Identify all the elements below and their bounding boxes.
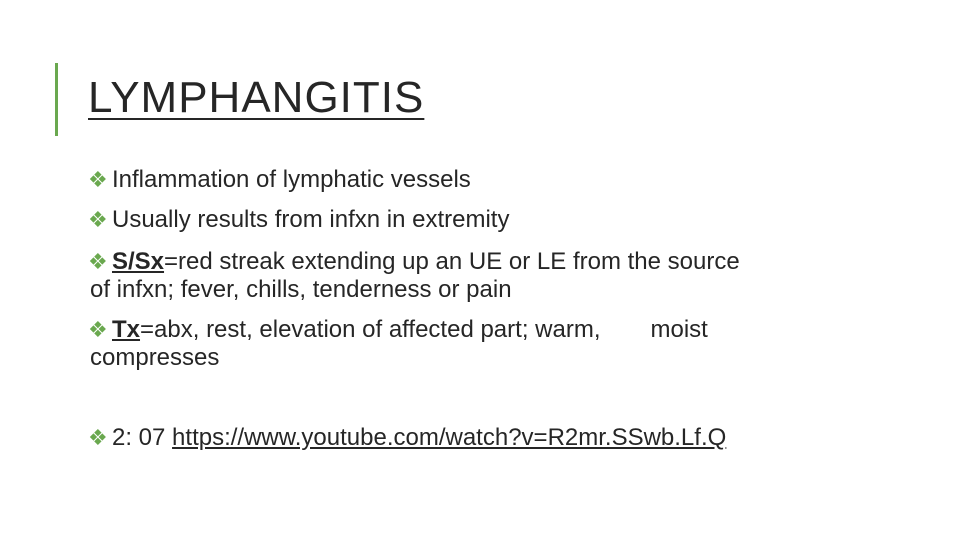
bullet-continuation: of infxn; fever, chills, tenderness or pain	[90, 276, 512, 303]
bullet-item	[88, 316, 708, 372]
bullet-term: S/Sx	[112, 248, 165, 275]
bullet-text-tail: moist	[650, 316, 708, 343]
diamond-bullet-icon: ❖	[88, 167, 108, 192]
diamond-bullet-icon: ❖	[88, 425, 108, 450]
bullet-item	[88, 166, 471, 194]
bullet-item	[88, 248, 740, 304]
bullet-text: =abx, rest, elevation of affected part; warm,	[140, 316, 601, 343]
diamond-bullet-icon: ❖	[88, 317, 108, 342]
diamond-bullet-icon: ❖	[88, 207, 108, 232]
video-link[interactable]: https://www.youtube.com/watch?v=R2mr.SSwb.Lf.Q	[172, 424, 727, 451]
bullet-text: Usually results from infxn in extremity	[112, 206, 510, 233]
bullet-text: =red streak extending up an UE or LE from the source	[164, 248, 740, 275]
bullet-text: Inflammation of lymphatic vessels	[112, 166, 471, 193]
slide-title: LYMPHANGITIS	[88, 73, 425, 122]
bullet-item	[88, 424, 726, 452]
video-timestamp: 2: 07	[112, 424, 173, 451]
diamond-bullet-icon: ❖	[88, 249, 108, 274]
bullet-continuation: compresses	[90, 344, 220, 371]
bullet-term: Tx	[112, 316, 141, 343]
bullet-item	[88, 206, 509, 234]
title-accent-bar	[55, 63, 58, 136]
